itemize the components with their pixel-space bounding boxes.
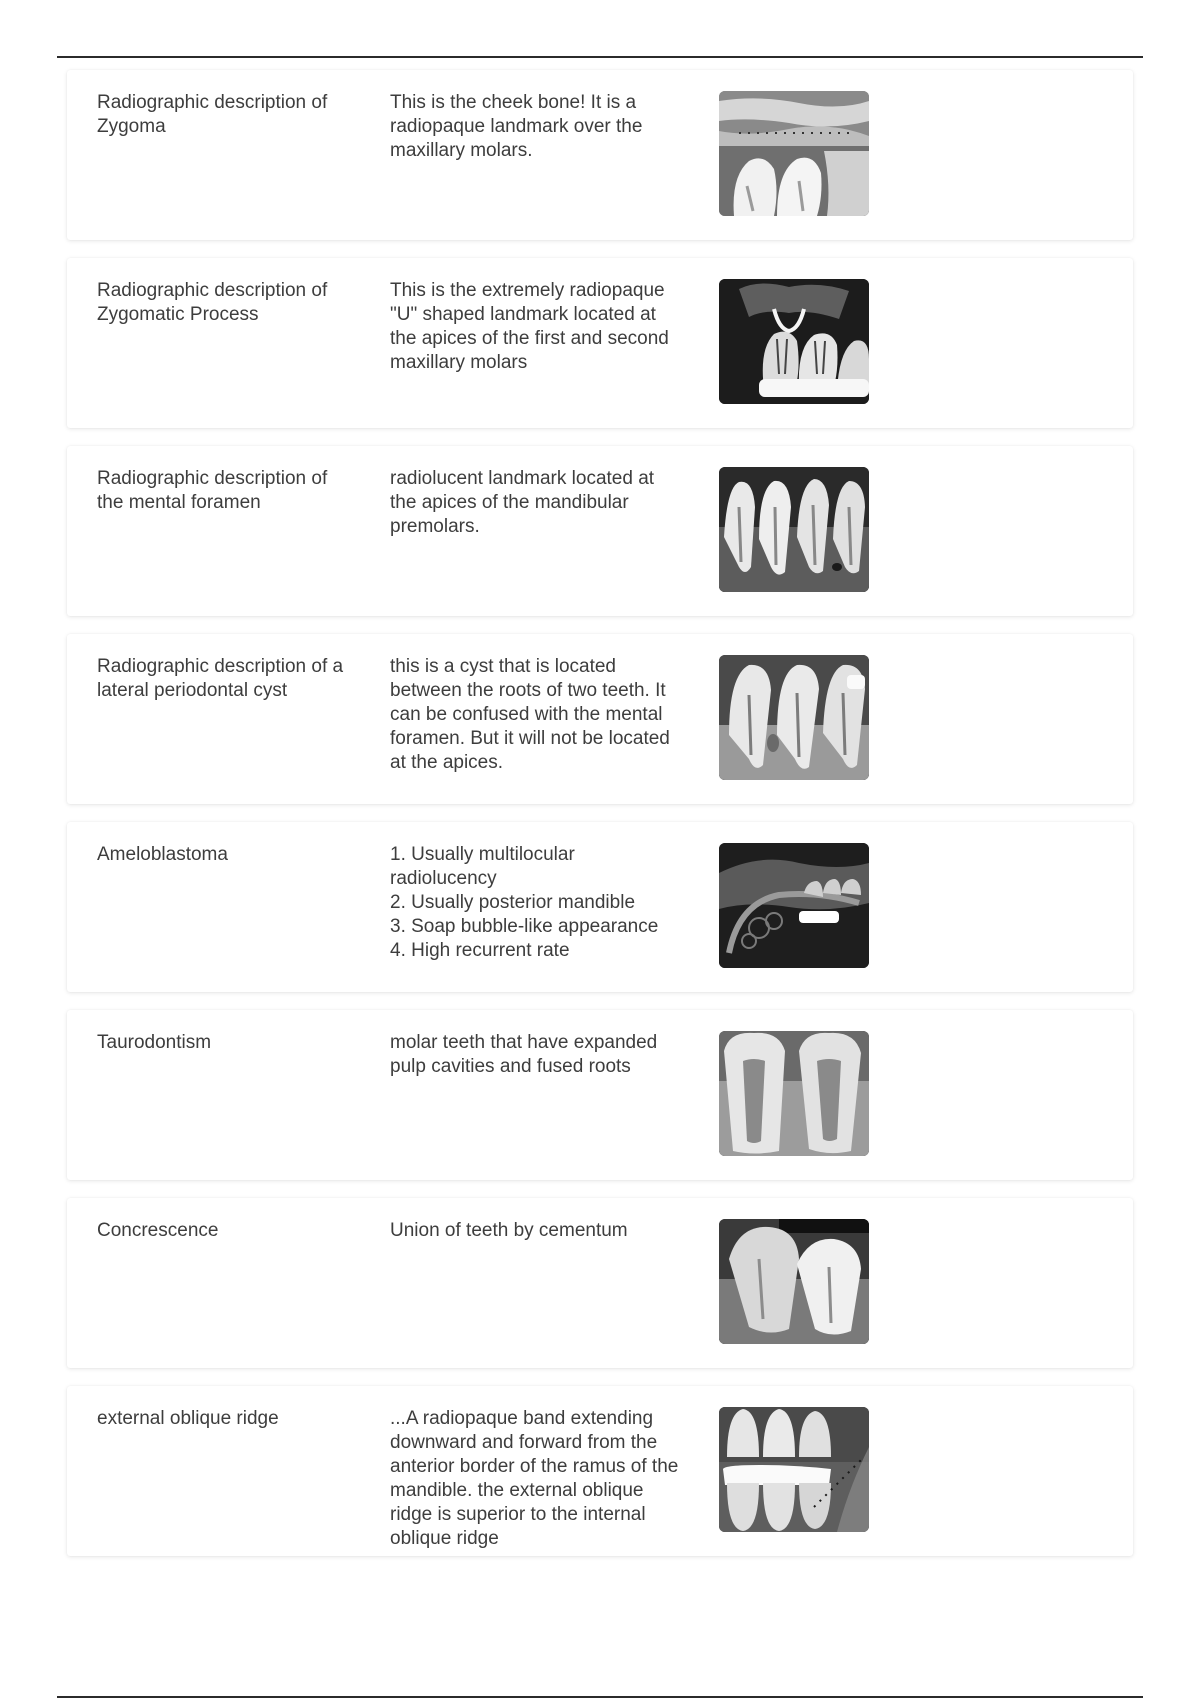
- card-definition: molar teeth that have expanded pulp cavities and fused roots: [390, 1032, 658, 1077]
- flashcard-list: [67, 70, 1133, 1574]
- xray-mental-foramen-icon: [719, 467, 869, 592]
- card-definition: Union of teeth by cementum: [390, 1220, 628, 1241]
- card-definition: This is the extremely radiopaque "U" shaped landmark located at the apices of the first and second maxillary molars: [390, 280, 669, 373]
- flashcard-concrescence: [67, 1198, 1133, 1368]
- card-definition: this is a cyst that is located between the roots of two teeth. It can be confused with the mental foramen. But it will not be located at the apices.: [390, 656, 670, 773]
- flashcard-taurodontism: [67, 1010, 1133, 1180]
- card-term: Radiographic description of a lateral periodontal cyst: [97, 656, 344, 701]
- card-term: Radiographic description of the mental foramen: [97, 468, 328, 513]
- card-term: external oblique ridge: [97, 1408, 279, 1429]
- flashcard-lateral-periodontal-cyst: [67, 634, 1133, 804]
- xray-zygoma-icon: [719, 91, 869, 216]
- card-definition: 1. Usually multilocular radiolucency 2. Usually posterior mandible 3. Soap bubble-like appearance 4. High recurrent rate: [390, 844, 659, 961]
- xray-ameloblastoma-icon: [719, 843, 869, 968]
- xray-lateral-periodontal-cyst-icon: [719, 655, 869, 780]
- card-definition: This is the cheek bone! It is a radiopaque landmark over the maxillary molars.: [390, 92, 643, 161]
- top-divider: [57, 56, 1143, 58]
- flashcard-ameloblastoma: [67, 822, 1133, 992]
- flashcard-zygoma: [67, 70, 1133, 240]
- card-definition: radiolucent landmark located at the apices of the mandibular premolars.: [390, 468, 655, 537]
- flashcard-external-oblique-ridge: [67, 1386, 1133, 1556]
- card-term: Radiographic description of Zygomatic Process: [97, 280, 328, 325]
- xray-taurodontism-icon: [719, 1031, 869, 1156]
- card-term: Taurodontism: [97, 1032, 212, 1053]
- xray-concrescence-icon: [719, 1219, 869, 1344]
- card-term: Concrescence: [97, 1220, 219, 1241]
- flashcard-zygomatic-process: [67, 258, 1133, 428]
- card-term: Radiographic description of Zygoma: [97, 92, 328, 137]
- xray-external-oblique-ridge-icon: [719, 1407, 869, 1532]
- bottom-divider: [57, 1696, 1143, 1698]
- flashcard-mental-foramen: [67, 446, 1133, 616]
- card-definition: ...A radiopaque band extending downward and forward from the anterior border of the ramus of the mandible. the external oblique ridge is superior to the internal oblique ridge: [390, 1408, 679, 1549]
- xray-zygomatic-process-icon: [719, 279, 869, 404]
- card-term: Ameloblastoma: [97, 844, 228, 865]
